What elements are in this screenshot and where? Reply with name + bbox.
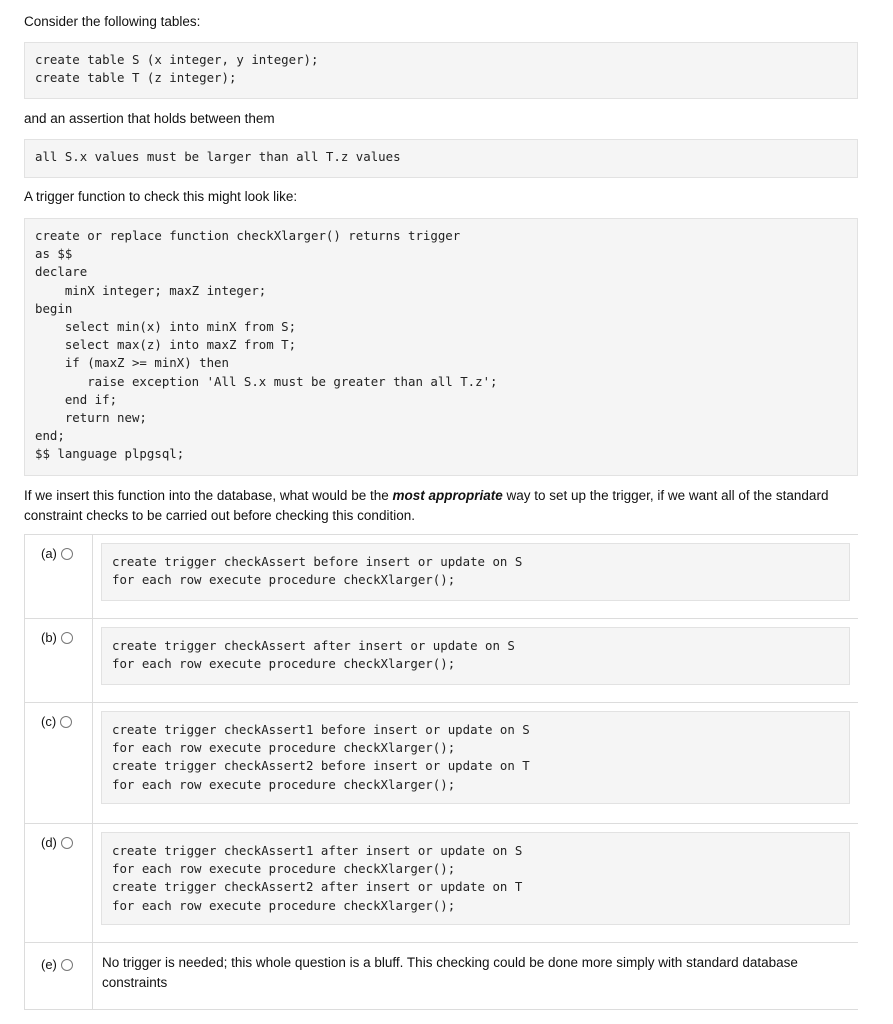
option-a-letter: (a) — [41, 546, 57, 562]
answer-options — [24, 534, 858, 1010]
option-b-body — [93, 619, 858, 702]
option-b-radio[interactable] — [61, 632, 73, 644]
option-d-head — [24, 824, 93, 942]
option-e-body — [93, 943, 858, 1009]
option-b-head — [24, 619, 93, 702]
option-a-body — [93, 535, 858, 618]
option-d-code: create trigger checkAssert1 after insert or update on S for each row execute procedure checkXlarger(); create trigger checkAssert2 after insert or update on T for each row execute procedure checkXlarger(); — [101, 832, 850, 925]
option-c-body — [93, 703, 858, 823]
option-b[interactable] — [24, 618, 858, 702]
option-b-code: create trigger checkAssert after insert or update on S for each row execute procedure checkXlarger(); — [101, 627, 850, 685]
option-a-head — [24, 535, 93, 618]
option-a[interactable] — [24, 534, 858, 618]
function-code-block: create or replace function checkXlarger() returns trigger as $$ declare minX integer; maxZ integer; begin select min(x) into minX from S; select max(z) into maxZ from T; if (maxZ >= minX) then raise exception 'All S.x must be greater than all T.z'; end if; return new; end; $$ language plpgsql; — [24, 218, 858, 476]
assertion-intro-text: and an assertion that holds between them — [24, 111, 275, 126]
option-e-radio[interactable] — [61, 959, 73, 971]
question-text-after: way to set up the trigger, if we want all of the standard constraint checks to be carried out before checking this condition. — [24, 488, 829, 523]
option-d-radio[interactable] — [61, 837, 73, 849]
option-e-head — [24, 943, 93, 1009]
option-d-body — [93, 824, 858, 942]
tables-code-block: create table S (x integer, y integer); create table T (z integer); — [24, 42, 858, 99]
option-d[interactable] — [24, 823, 858, 942]
question-text — [24, 486, 864, 526]
option-e-text: No trigger is needed; this whole question is a bluff. This checking could be done more simply with standard database constraints — [102, 955, 798, 990]
option-e[interactable] — [24, 942, 858, 1009]
trigger-intro-text: A trigger function to check this might look like: — [24, 189, 298, 204]
option-a-code: create trigger checkAssert before insert or update on S for each row execute procedure checkXlarger(); — [101, 543, 850, 601]
option-c-letter: (c) — [41, 714, 57, 730]
option-b-letter: (b) — [41, 630, 57, 646]
intro-text: Consider the following tables: — [24, 14, 201, 29]
assertion-code-block: all S.x values must be larger than all T.z values — [24, 139, 858, 178]
question-emphasis: most appropriate — [392, 488, 503, 503]
option-a-radio[interactable] — [61, 548, 73, 560]
option-c-code: create trigger checkAssert1 before insert or update on S for each row execute procedure checkXlarger(); create trigger checkAssert2 before insert or update on T for each row execute procedure checkXlarger(); — [101, 711, 850, 804]
option-c-radio[interactable] — [60, 716, 72, 728]
option-c[interactable] — [24, 702, 858, 823]
question-text-before: If we insert this function into the database, what would be the — [24, 488, 393, 503]
option-e-letter: (e) — [41, 957, 57, 973]
option-c-head — [24, 703, 93, 823]
option-d-letter: (d) — [41, 835, 57, 851]
